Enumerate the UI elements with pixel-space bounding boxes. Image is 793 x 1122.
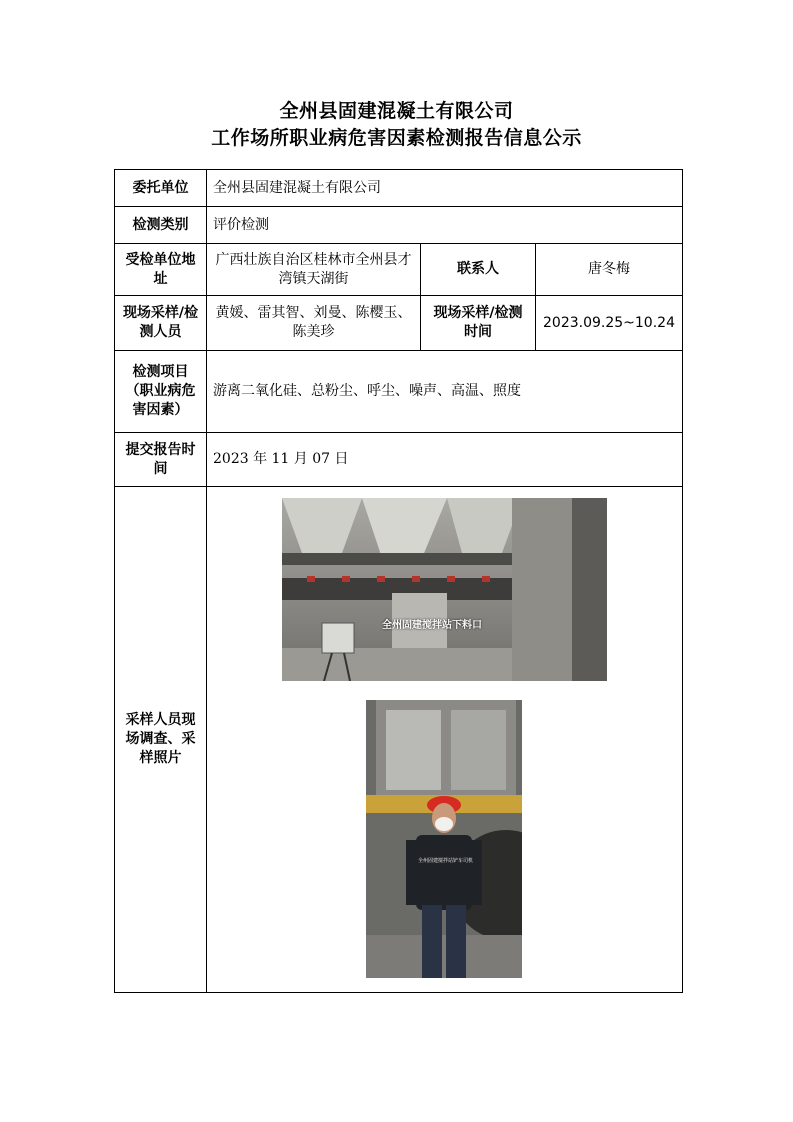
row-address — [115, 244, 683, 296]
report-main-title: 工作场所职业病危害因素检测报告信息公示 — [211, 127, 582, 149]
row-photos — [115, 487, 683, 993]
staff-value: 黄媛、雷其智、刘曼、陈樱玉、陈美珍 — [207, 296, 421, 351]
time-label: 现场采样/检测时间 — [421, 296, 536, 351]
contact-label: 联系人 — [421, 244, 536, 296]
photos-cell — [207, 487, 683, 993]
row-submit — [115, 433, 683, 487]
row-client — [115, 170, 683, 207]
photo1-caption: 全州固建搅拌站下料口 — [382, 620, 482, 631]
client-value: 全州县固建混凝土有限公司 — [207, 170, 683, 207]
staff-label: 现场采样/检测人员 — [115, 296, 207, 351]
submit-label: 提交报告时间 — [115, 433, 207, 487]
mixing-station-photo — [282, 498, 607, 681]
contact-value: 唐冬梅 — [536, 244, 683, 296]
category-value: 评价检测 — [207, 207, 683, 244]
report-company-title: 全州县固建混凝土有限公司 — [279, 100, 514, 122]
photo2-caption: 全州固建搅拌站铲车司机 — [418, 858, 474, 864]
report-info-table — [114, 169, 683, 993]
row-staff — [115, 296, 683, 351]
address-label: 受检单位地址 — [115, 244, 207, 296]
items-label: 检测项目（职业病危害因素） — [115, 351, 207, 433]
submit-value: 2023 年 11 月 07 日 — [207, 433, 683, 487]
address-value: 广西壮族自治区桂林市全州县才湾镇天湖街 — [207, 244, 421, 296]
items-value: 游离二氧化硅、总粉尘、呼尘、噪声、高温、照度 — [207, 351, 683, 433]
photos-label: 采样人员现场调查、采样照片 — [115, 487, 207, 993]
row-items — [115, 351, 683, 433]
loader-driver-photo — [366, 700, 522, 978]
row-category — [115, 207, 683, 244]
time-value: 2023.09.25~10.24 — [536, 296, 683, 351]
client-label: 委托单位 — [115, 170, 207, 207]
category-label: 检测类别 — [115, 207, 207, 244]
